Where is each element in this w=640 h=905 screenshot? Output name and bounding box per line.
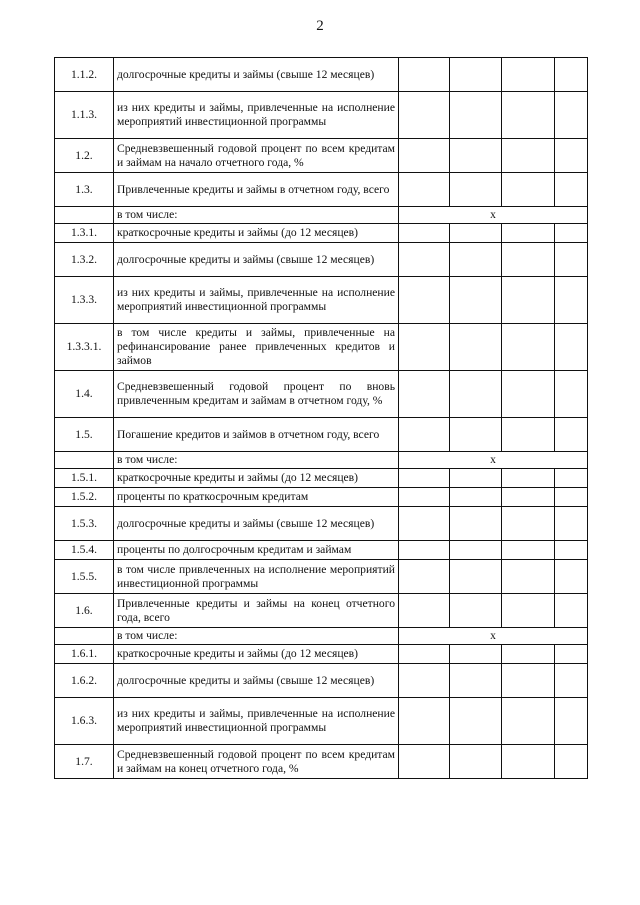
row-number: 1.1.2. — [55, 58, 114, 92]
value-cell — [399, 594, 450, 628]
row-number: 1.5.3. — [55, 507, 114, 541]
row-description: Средневзвешенный годовой процент по всем кредитам и займам на конец отчетного года, % — [114, 745, 399, 779]
table-row — [55, 173, 588, 207]
row-description: краткосрочные кредиты и займы (до 12 месяцев) — [114, 224, 399, 243]
value-cell — [555, 594, 588, 628]
row-number: 1.7. — [55, 745, 114, 779]
value-cell — [502, 745, 555, 779]
value-cell — [450, 594, 502, 628]
table-row — [55, 224, 588, 243]
row-description: в том числе: — [114, 628, 399, 645]
row-number: 1.4. — [55, 371, 114, 418]
row-description: краткосрочные кредиты и займы (до 12 месяцев) — [114, 469, 399, 488]
value-cell — [450, 92, 502, 139]
row-description: из них кредиты и займы, привлеченные на исполнение мероприятий инвестиционной программы — [114, 92, 399, 139]
merged-mark-cell: x — [399, 452, 588, 469]
value-cell — [399, 488, 450, 507]
value-cell — [399, 645, 450, 664]
table-row — [55, 92, 588, 139]
value-cell — [502, 664, 555, 698]
value-cell — [399, 92, 450, 139]
row-number: 1.3.2. — [55, 243, 114, 277]
table-row — [55, 745, 588, 779]
value-cell — [399, 324, 450, 371]
row-number: 1.5.1. — [55, 469, 114, 488]
table-row — [55, 507, 588, 541]
value-cell — [450, 418, 502, 452]
value-cell — [399, 139, 450, 173]
value-cell — [502, 541, 555, 560]
value-cell — [555, 224, 588, 243]
value-cell — [399, 173, 450, 207]
table-row — [55, 139, 588, 173]
value-cell — [555, 418, 588, 452]
data-table — [54, 57, 588, 779]
value-cell — [450, 664, 502, 698]
value-cell — [502, 277, 555, 324]
value-cell — [399, 664, 450, 698]
value-cell — [399, 745, 450, 779]
value-cell — [555, 58, 588, 92]
row-number: 1.3.3.1. — [55, 324, 114, 371]
value-cell — [399, 371, 450, 418]
value-cell — [555, 541, 588, 560]
table-row — [55, 207, 588, 224]
value-cell — [502, 594, 555, 628]
value-cell — [502, 243, 555, 277]
row-description: краткосрочные кредиты и займы (до 12 месяцев) — [114, 645, 399, 664]
page-number: 2 — [316, 18, 324, 34]
row-description: в том числе привлеченных на исполнение мероприятий инвестиционной программы — [114, 560, 399, 594]
row-number: 1.1.3. — [55, 92, 114, 139]
value-cell — [450, 698, 502, 745]
value-cell — [555, 745, 588, 779]
value-cell — [502, 418, 555, 452]
value-cell — [555, 645, 588, 664]
value-cell — [450, 243, 502, 277]
value-cell — [502, 488, 555, 507]
value-cell — [555, 92, 588, 139]
table-row — [55, 594, 588, 628]
value-cell — [450, 745, 502, 779]
table-row — [55, 243, 588, 277]
row-number: 1.2. — [55, 139, 114, 173]
table-row — [55, 628, 588, 645]
row-description: Привлеченные кредиты и займы на конец отчетного года, всего — [114, 594, 399, 628]
table-row — [55, 560, 588, 594]
table-row — [55, 488, 588, 507]
table-row — [55, 664, 588, 698]
value-cell — [399, 243, 450, 277]
row-description: Погашение кредитов и займов в отчетном году, всего — [114, 418, 399, 452]
table-row — [55, 452, 588, 469]
value-cell — [450, 469, 502, 488]
value-cell — [555, 173, 588, 207]
value-cell — [555, 488, 588, 507]
value-cell — [502, 139, 555, 173]
value-cell — [555, 243, 588, 277]
row-description: в том числе: — [114, 207, 399, 224]
value-cell — [502, 371, 555, 418]
row-number: 1.5.5. — [55, 560, 114, 594]
table-row — [55, 418, 588, 452]
row-number: 1.3. — [55, 173, 114, 207]
value-cell — [502, 698, 555, 745]
row-number: 1.5. — [55, 418, 114, 452]
row-description: проценты по краткосрочным кредитам — [114, 488, 399, 507]
row-description: долгосрочные кредиты и займы (свыше 12 месяцев) — [114, 507, 399, 541]
merged-mark-cell: x — [399, 628, 588, 645]
row-description: в том числе кредиты и займы, привлеченные на рефинансирование ранее привлеченных кредитов и займов — [114, 324, 399, 371]
table-row — [55, 277, 588, 324]
row-number: 1.6. — [55, 594, 114, 628]
row-description: долгосрочные кредиты и займы (свыше 12 месяцев) — [114, 58, 399, 92]
row-description: долгосрочные кредиты и займы (свыше 12 месяцев) — [114, 243, 399, 277]
value-cell — [450, 560, 502, 594]
value-cell — [450, 58, 502, 92]
row-description: Привлеченные кредиты и займы в отчетном году, всего — [114, 173, 399, 207]
row-number: 1.3.3. — [55, 277, 114, 324]
merged-mark-cell: x — [399, 207, 588, 224]
row-number — [55, 628, 114, 645]
value-cell — [555, 371, 588, 418]
row-description: из них кредиты и займы, привлеченные на исполнение мероприятий инвестиционной программы — [114, 277, 399, 324]
value-cell — [450, 541, 502, 560]
row-description: долгосрочные кредиты и займы (свыше 12 месяцев) — [114, 664, 399, 698]
table-row — [55, 58, 588, 92]
row-description: из них кредиты и займы, привлеченные на исполнение мероприятий инвестиционной программы — [114, 698, 399, 745]
value-cell — [555, 139, 588, 173]
value-cell — [502, 469, 555, 488]
value-cell — [555, 324, 588, 371]
row-number: 1.3.1. — [55, 224, 114, 243]
row-description: проценты по долгосрочным кредитам и займам — [114, 541, 399, 560]
table-body — [55, 58, 588, 779]
value-cell — [399, 698, 450, 745]
value-cell — [555, 277, 588, 324]
value-cell — [399, 277, 450, 324]
value-cell — [502, 560, 555, 594]
row-number — [55, 452, 114, 469]
value-cell — [399, 560, 450, 594]
value-cell — [450, 139, 502, 173]
value-cell — [450, 324, 502, 371]
value-cell — [555, 560, 588, 594]
table-row — [55, 541, 588, 560]
value-cell — [450, 277, 502, 324]
value-cell — [450, 224, 502, 243]
value-cell — [555, 698, 588, 745]
value-cell — [399, 469, 450, 488]
row-description: Средневзвешенный годовой процент по всем кредитам и займам на начало отчетного года, % — [114, 139, 399, 173]
value-cell — [399, 58, 450, 92]
value-cell — [502, 324, 555, 371]
value-cell — [555, 664, 588, 698]
table-row — [55, 698, 588, 745]
value-cell — [502, 173, 555, 207]
table-row — [55, 324, 588, 371]
value-cell — [502, 507, 555, 541]
value-cell — [502, 58, 555, 92]
value-cell — [555, 507, 588, 541]
row-description: в том числе: — [114, 452, 399, 469]
table-row — [55, 645, 588, 664]
value-cell — [502, 92, 555, 139]
row-description: Средневзвешенный годовой процент по вновь привлеченным кредитам и займам в отчетном году, % — [114, 371, 399, 418]
row-number — [55, 207, 114, 224]
value-cell — [502, 224, 555, 243]
row-number: 1.6.3. — [55, 698, 114, 745]
row-number: 1.5.4. — [55, 541, 114, 560]
value-cell — [450, 645, 502, 664]
table-row — [55, 469, 588, 488]
row-number: 1.6.2. — [55, 664, 114, 698]
table-row — [55, 371, 588, 418]
value-cell — [450, 507, 502, 541]
value-cell — [450, 488, 502, 507]
row-number: 1.5.2. — [55, 488, 114, 507]
value-cell — [399, 541, 450, 560]
value-cell — [450, 371, 502, 418]
value-cell — [399, 224, 450, 243]
row-number: 1.6.1. — [55, 645, 114, 664]
value-cell — [399, 507, 450, 541]
value-cell — [399, 418, 450, 452]
value-cell — [555, 469, 588, 488]
value-cell — [502, 645, 555, 664]
value-cell — [450, 173, 502, 207]
